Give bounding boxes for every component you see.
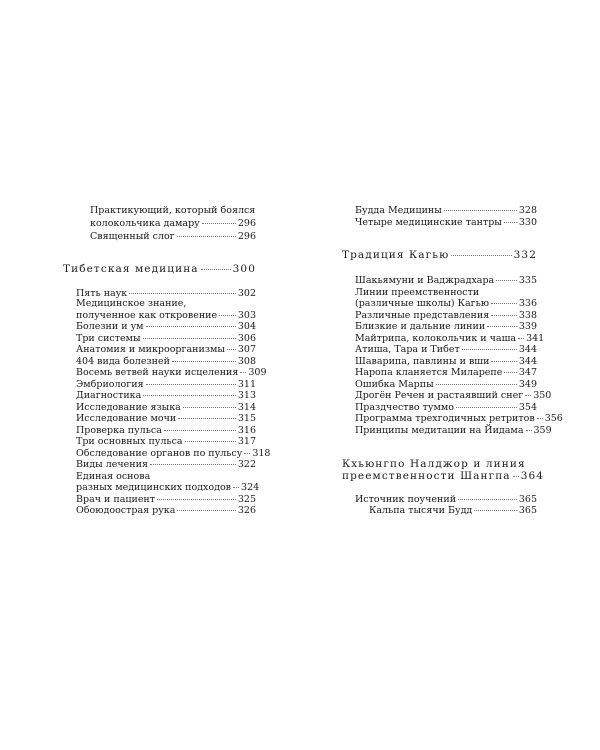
toc-entry-title: Шаварипа, павлины и вши (355, 356, 490, 367)
toc-page-number: 300 (232, 263, 256, 275)
toc-entry[interactable] (76, 459, 256, 471)
toc-page-number: 330 (518, 217, 537, 228)
toc-page-number: 350 (533, 390, 552, 401)
toc-entry[interactable] (355, 367, 537, 379)
toc-entry-title: Кальпа тысячи Будд (369, 505, 473, 516)
dot-leader (474, 510, 517, 511)
toc-page-number: 344 (518, 356, 537, 367)
toc-page-number: 318 (252, 448, 271, 459)
toc-entry-title: (различные школы) Кагью (355, 298, 490, 309)
toc-page-number: 324 (241, 482, 260, 493)
dot-leader (504, 372, 517, 373)
toc-heading-title: преемственности Шангпа (342, 470, 511, 482)
toc-page-number: 365 (518, 505, 537, 516)
toc-page-number: 317 (237, 436, 256, 447)
toc-heading-title: Традиция Кагью (342, 249, 450, 261)
toc-entry-title: Анатомия и микроорганизмы (76, 344, 225, 355)
dot-leader (526, 430, 532, 431)
dot-leader (458, 499, 517, 500)
toc-entry[interactable] (76, 390, 256, 402)
toc-page-number: 311 (237, 379, 256, 390)
dot-leader (150, 464, 236, 465)
dot-leader (201, 269, 231, 270)
toc-entry-title: Обследование органов по пульсу (76, 448, 243, 459)
toc-section-heading[interactable] (342, 249, 537, 261)
dot-leader (537, 418, 543, 419)
toc-page-number: 303 (237, 310, 256, 321)
toc-entry-title: Три системы (76, 333, 141, 344)
toc-entry-title: разных медицинских подходов (76, 482, 232, 493)
dot-leader (219, 315, 236, 316)
toc-entry[interactable] (90, 218, 256, 230)
toc-page-number: 335 (518, 275, 537, 286)
toc-entry[interactable] (76, 482, 260, 494)
toc-entry-title: Обоюдоострая рука (76, 505, 176, 516)
toc-entry-title: Эмбриология (76, 379, 144, 390)
dot-leader (227, 349, 236, 350)
toc-entry-title: Ошибка Марпы (355, 379, 434, 390)
dot-leader (164, 430, 236, 431)
toc-entry-title: Врач и пациент (76, 494, 156, 505)
dot-leader (143, 338, 236, 339)
toc-entry[interactable] (355, 413, 563, 425)
toc-page-number: 354 (518, 402, 537, 413)
toc-entry-title: колокольчика дамару (90, 218, 200, 229)
toc-page-number: 347 (518, 367, 537, 378)
toc-page-number: 296 (237, 218, 256, 229)
toc-entry-title: Исследование языка (76, 402, 181, 413)
dot-leader (143, 395, 236, 396)
toc-page-number: 341 (526, 333, 545, 344)
toc-entry-title: Наропа кланяется Миларепе (355, 367, 503, 378)
toc-page-number: 344 (518, 344, 537, 355)
toc-page-number: 339 (518, 321, 537, 332)
toc-entry-title: Проверка пульса (76, 425, 162, 436)
dot-leader (462, 349, 517, 350)
toc-page-number: 336 (518, 298, 537, 309)
toc-entry-title: Атиша, Тара и Тибет (355, 344, 460, 355)
toc-entry-title: Четыре медицинские тантры (355, 217, 502, 228)
toc-page-number: 364 (520, 470, 545, 482)
dot-leader (436, 384, 517, 385)
toc-page-number: 304 (237, 321, 256, 332)
dot-leader (451, 255, 511, 256)
toc-page-number: 309 (248, 367, 267, 378)
dot-leader (487, 326, 517, 327)
toc-page-number: 307 (237, 344, 256, 355)
toc-page-number: 349 (518, 379, 537, 390)
dot-leader (183, 407, 236, 408)
toc-entry-title: Медицинское знание, (76, 298, 187, 309)
toc-page-number: 365 (518, 494, 537, 505)
toc-page-number: 306 (237, 333, 256, 344)
toc-entry-title: Источник поучений (355, 494, 457, 505)
dot-leader (146, 384, 236, 385)
dot-leader (185, 441, 236, 442)
toc-entry[interactable] (355, 298, 537, 310)
dot-leader (233, 487, 239, 488)
toc-entry[interactable] (76, 367, 267, 379)
toc-page-number: 326 (237, 505, 256, 516)
dot-leader (202, 223, 236, 224)
toc-entry-title: Восемь ветвей науки исцеления (76, 367, 239, 378)
toc-entry[interactable] (355, 390, 552, 402)
toc-page-number: 325 (237, 494, 256, 505)
dot-leader (496, 280, 517, 281)
toc-entry-title: 404 вида болезней (76, 356, 170, 367)
dot-leader (444, 210, 517, 211)
dot-leader (178, 418, 236, 419)
toc-heading-title: Кхьюнгпо Налджор и линия (342, 458, 526, 470)
dot-leader (244, 453, 250, 454)
dot-leader (491, 303, 517, 304)
toc-page-number: 328 (518, 205, 537, 216)
toc-entry-title: Принципы медитации на Йидама (355, 425, 524, 436)
toc-entry-title: Три основных пульса (76, 436, 183, 447)
toc-entry-title: Диагностика (76, 390, 142, 401)
toc-entry-title: Близкие и дальние линии (355, 321, 486, 332)
toc-page-number: 313 (237, 390, 256, 401)
toc-entry-title: Пять наук (76, 288, 128, 299)
dot-leader (504, 222, 517, 223)
dot-leader (525, 395, 531, 396)
toc-entry[interactable] (76, 321, 256, 333)
toc-entry-title: Болезни и ум (76, 321, 144, 332)
toc-page-number: 359 (533, 425, 552, 436)
toc-section-heading[interactable] (63, 263, 256, 275)
toc-entry-title: полученное как откровение (76, 310, 218, 321)
toc-entry[interactable] (355, 344, 537, 356)
toc-entry-title: Виды лечения (76, 459, 148, 470)
toc-entry[interactable] (369, 505, 537, 517)
toc-entry[interactable] (355, 217, 537, 229)
toc-entry[interactable] (355, 275, 537, 287)
toc-entry[interactable] (76, 505, 256, 517)
toc-entry-title: Практикующий, который боялся (90, 205, 256, 216)
toc-entry-title: Различные представления (355, 310, 490, 321)
toc-entry-title: Дрогён Речен и растаявший снег (355, 390, 524, 401)
dot-leader (456, 407, 517, 408)
toc-entry-title: Майтрипа, колокольчик и чаша (355, 333, 517, 344)
dot-leader (157, 499, 236, 500)
dot-leader (518, 338, 524, 339)
toc-entry[interactable] (76, 413, 256, 425)
toc-page-number: 314 (237, 402, 256, 413)
dot-leader (177, 510, 235, 511)
dot-leader (146, 326, 236, 327)
toc-page-number: 308 (237, 356, 256, 367)
toc-entry-title: Будда Медицины (355, 205, 442, 216)
toc-page-number: 315 (237, 413, 256, 424)
toc-entry-title: Линии преемственности (355, 287, 480, 298)
dot-leader (177, 236, 236, 237)
toc-entry[interactable] (355, 321, 537, 333)
toc-page-number: 356 (544, 413, 563, 424)
toc-entry-title: Программа трехгодичных ретритов (355, 413, 535, 424)
toc-entry[interactable] (355, 205, 537, 217)
dot-leader (172, 361, 236, 362)
toc-entry[interactable] (355, 425, 552, 437)
toc-page-number: 296 (237, 231, 256, 242)
toc-page-number: 322 (237, 459, 256, 470)
toc-heading-title: Тибетская медицина (63, 263, 199, 275)
toc-entry-title: Единая основа (76, 471, 151, 482)
toc-page-number: 316 (237, 425, 256, 436)
toc-entry-title: Исследование мочи (76, 413, 177, 424)
toc-section-heading[interactable] (342, 470, 545, 482)
toc-entry[interactable] (90, 231, 256, 243)
dot-leader (513, 476, 519, 477)
toc-entry-title: Священный слог (90, 231, 175, 242)
toc-entry[interactable] (76, 344, 256, 356)
toc-entry[interactable] (76, 436, 256, 448)
toc-entry-title: Праздчество туммо (355, 402, 454, 413)
dot-leader (240, 372, 246, 373)
toc-page-number: 332 (513, 249, 537, 261)
toc-page-number: 302 (237, 288, 256, 299)
dot-leader (129, 293, 236, 294)
dot-leader (491, 361, 516, 362)
toc-entry-title: Шакьямуни и Ваджрадхара (355, 275, 495, 286)
toc-page-number: 338 (518, 310, 537, 321)
right-page (300, 0, 600, 750)
dot-leader (491, 315, 517, 316)
